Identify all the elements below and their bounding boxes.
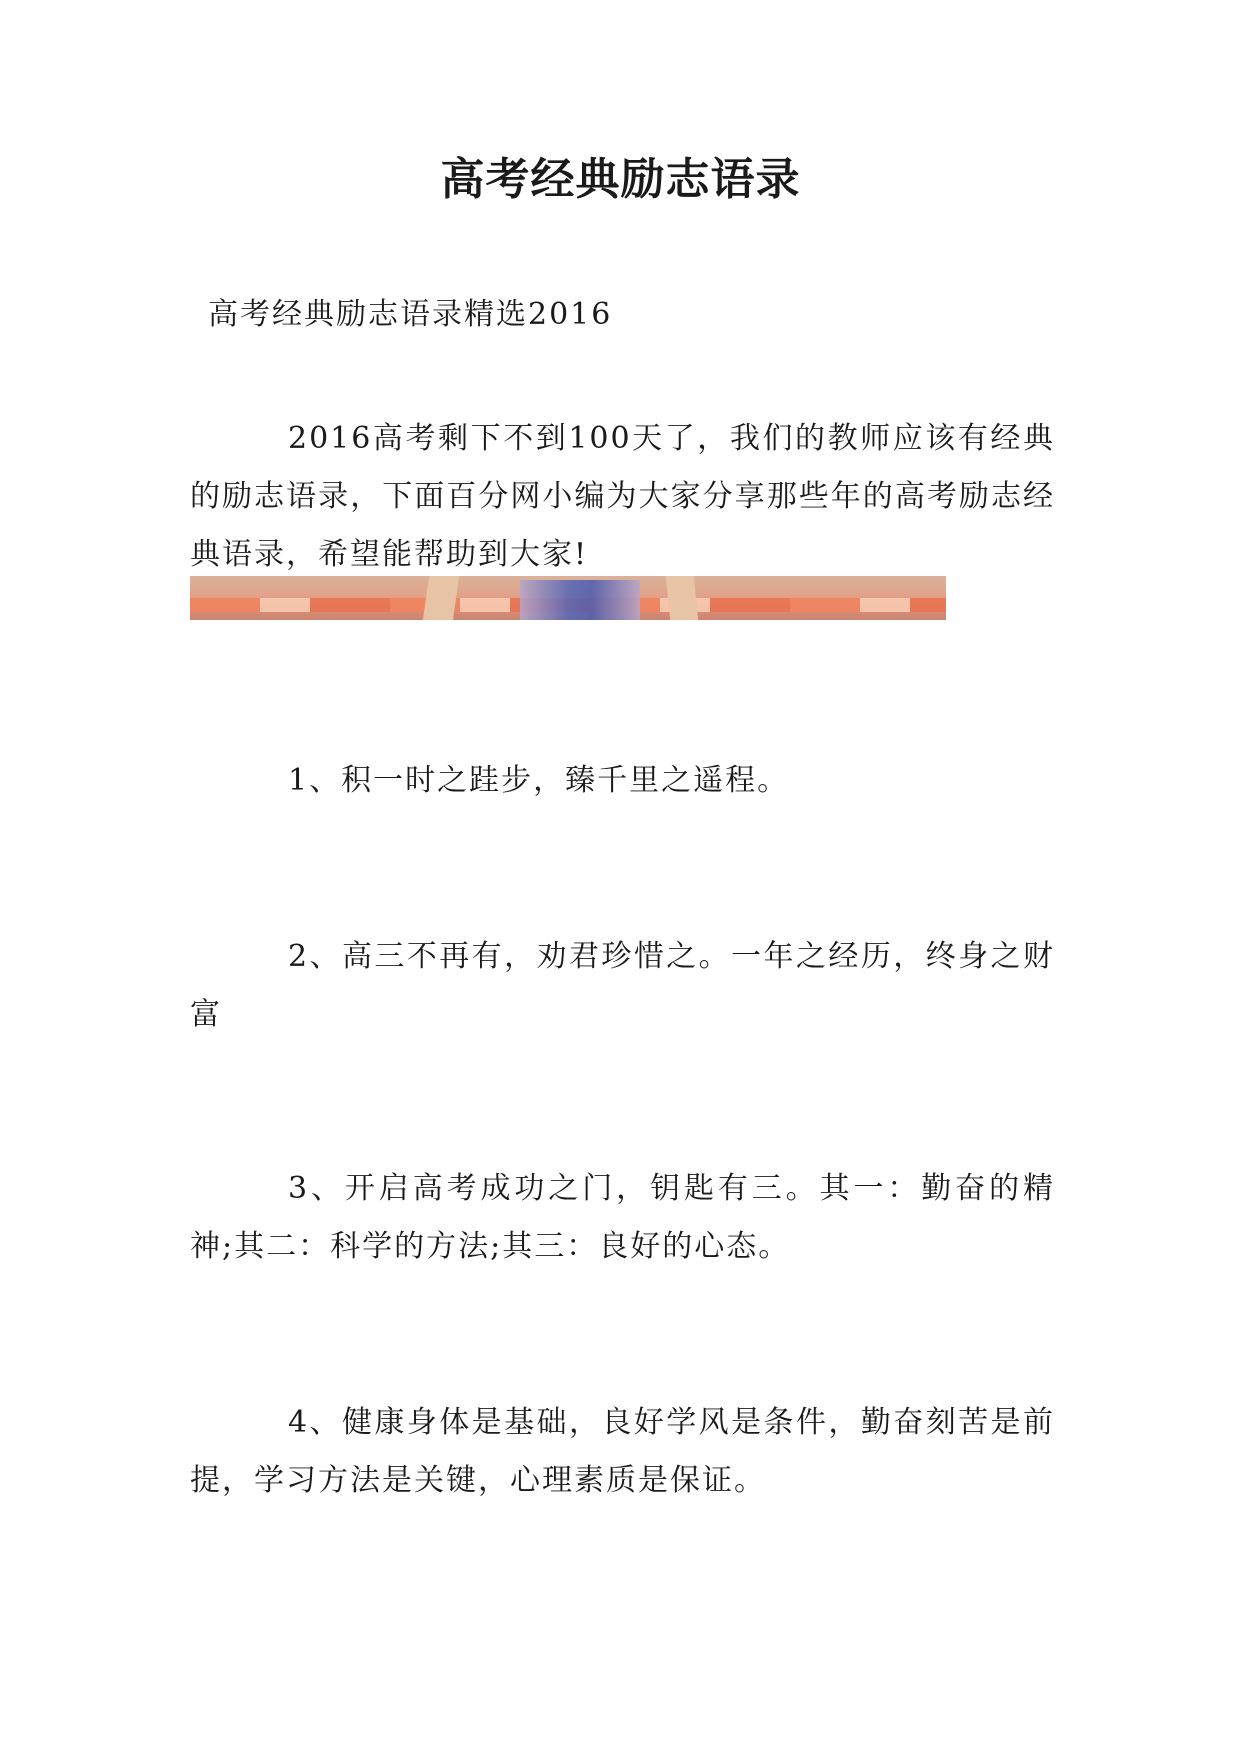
document-title: 高考经典励志语录 bbox=[440, 154, 801, 205]
quote-item: 2、高三不再有，劝君珍惜之。一年之经历，终身之财富 bbox=[190, 939, 1055, 1032]
quote-item: 1、积一时之跬步，臻千里之遥程。 bbox=[288, 763, 790, 798]
quote-item: 4、健康身体是基础，良好学风是条件，勤奋刻苦是前提，学习方法是关键，心理素质是保证。 bbox=[190, 1405, 1055, 1498]
intro-paragraph: 2016高考剩下不到100天了，我们的教师应该有经典的励志语录，下面百分网小编为大家分享那些年的高考励志经典语录，希望能帮助到大家! bbox=[190, 421, 1055, 572]
quote-item: 3、开启高考成功之门，钥匙有三。其一：勤奋的精神;其二：科学的方法;其三：良好的心态。 bbox=[190, 1171, 1055, 1264]
cropped-photo bbox=[190, 576, 946, 620]
document-subtitle: 高考经典励志语录精选2016 bbox=[208, 297, 613, 332]
